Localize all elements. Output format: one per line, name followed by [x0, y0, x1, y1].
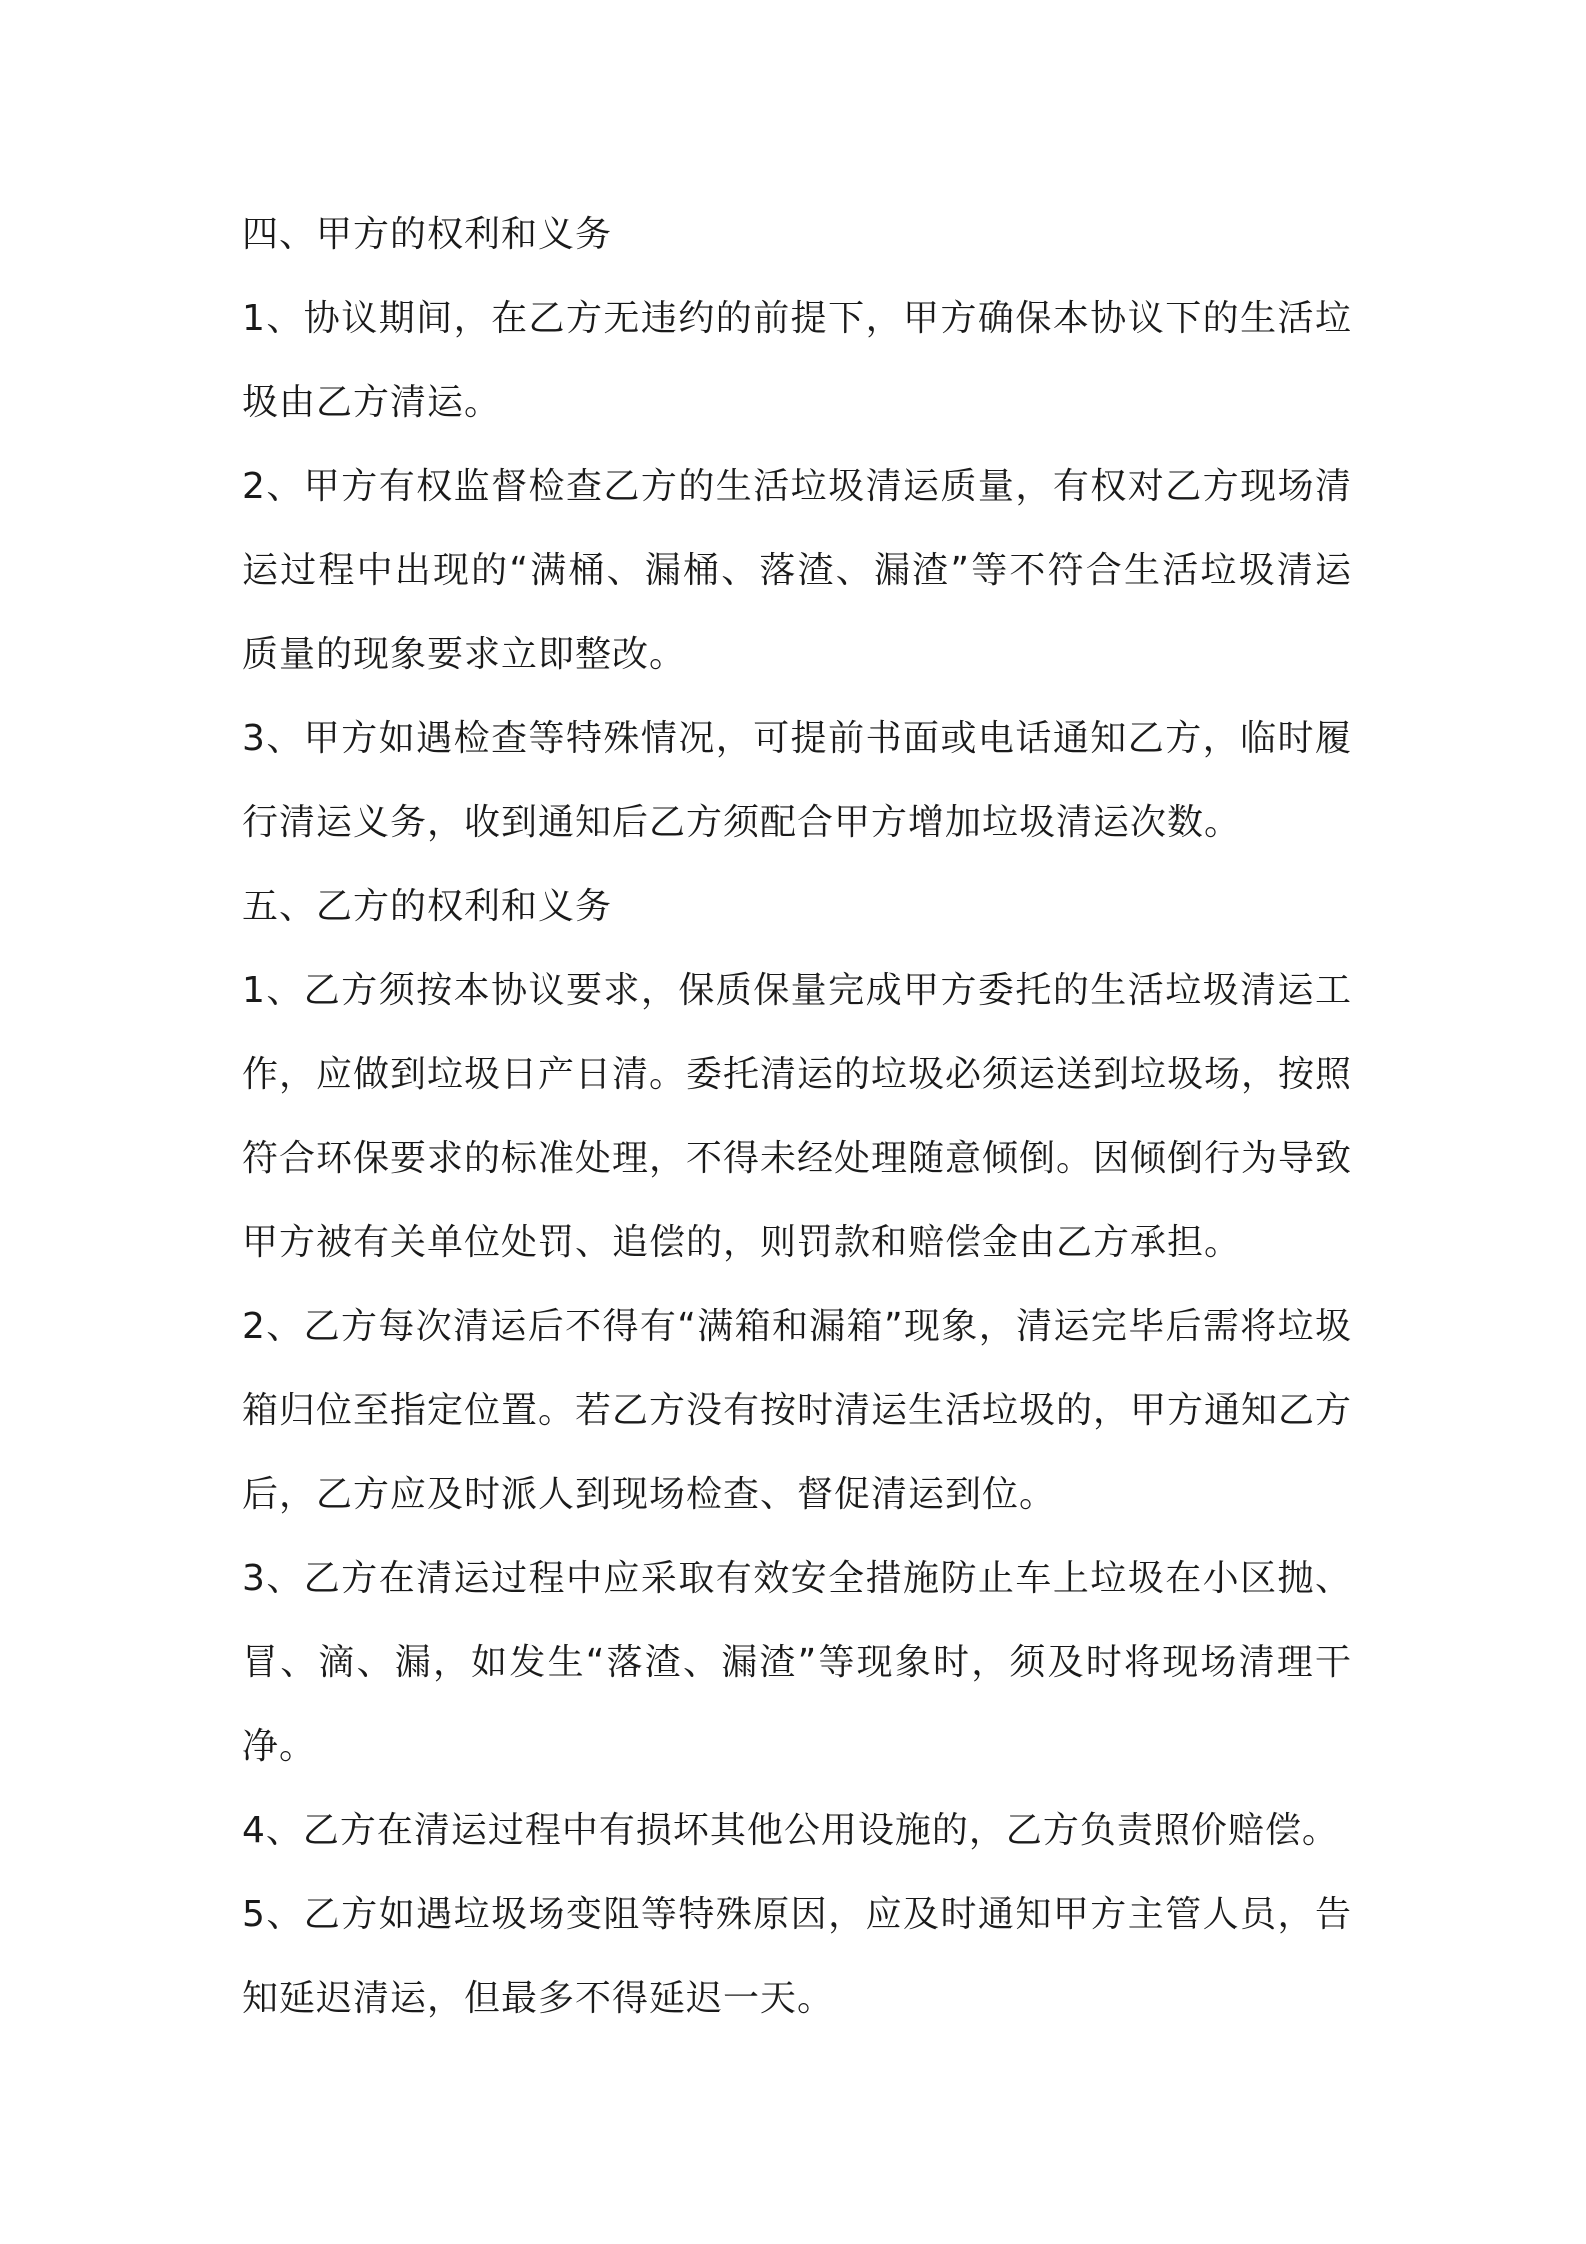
document-body	[242, 193, 1352, 2041]
party-a-clause-3: 3、甲方如遇检查等特殊情况，可提前书面或电话通知乙方，临时履行清运义务，收到通知后乙方须配合甲方增加垃圾清运次数。	[242, 718, 1352, 843]
party-b-clause-5: 5、乙方如遇垃圾场变阻等特殊原因，应及时通知甲方主管人员，告知延迟清运，但最多不得延迟一天。	[242, 1894, 1352, 2019]
party-a-clause-2: 2、甲方有权监督检查乙方的生活垃圾清运质量，有权对乙方现场清运过程中出现的“满桶、漏桶、落渣、漏渣”等不符合生活垃圾清运质量的现象要求立即整改。	[242, 466, 1352, 675]
section-heading-party-b: 五、乙方的权利和义务	[242, 886, 613, 927]
party-b-clause-3: 3、乙方在清运过程中应采取有效安全措施防止车上垃圾在小区抛、冒、滴、漏，如发生“落渣、漏渣”等现象时，须及时将现场清理干净。	[242, 1558, 1352, 1767]
section-heading-party-a: 四、甲方的权利和义务	[242, 214, 613, 255]
party-a-clause-1: 1、协议期间，在乙方无违约的前提下，甲方确保本协议下的生活垃圾由乙方清运。	[242, 298, 1352, 423]
party-b-clause-2: 2、乙方每次清运后不得有“满箱和漏箱”现象，清运完毕后需将垃圾箱归位至指定位置。若乙方没有按时清运生活垃圾的，甲方通知乙方后，乙方应及时派人到现场检查、督促清运到位。	[242, 1306, 1353, 1515]
party-b-clause-4: 4、乙方在清运过程中有损坏其他公用设施的，乙方负责照价赔偿。	[242, 1810, 1339, 1851]
party-b-clause-1: 1、乙方须按本协议要求，保质保量完成甲方委托的生活垃圾清运工作，应做到垃圾日产日清。委托清运的垃圾必须运送到垃圾场，按照符合环保要求的标准处理，不得未经处理随意倾倒。因倾倒行为导致甲方被有关单位处罚、追偿的，则罚款和赔偿金由乙方承担。	[242, 970, 1353, 1263]
